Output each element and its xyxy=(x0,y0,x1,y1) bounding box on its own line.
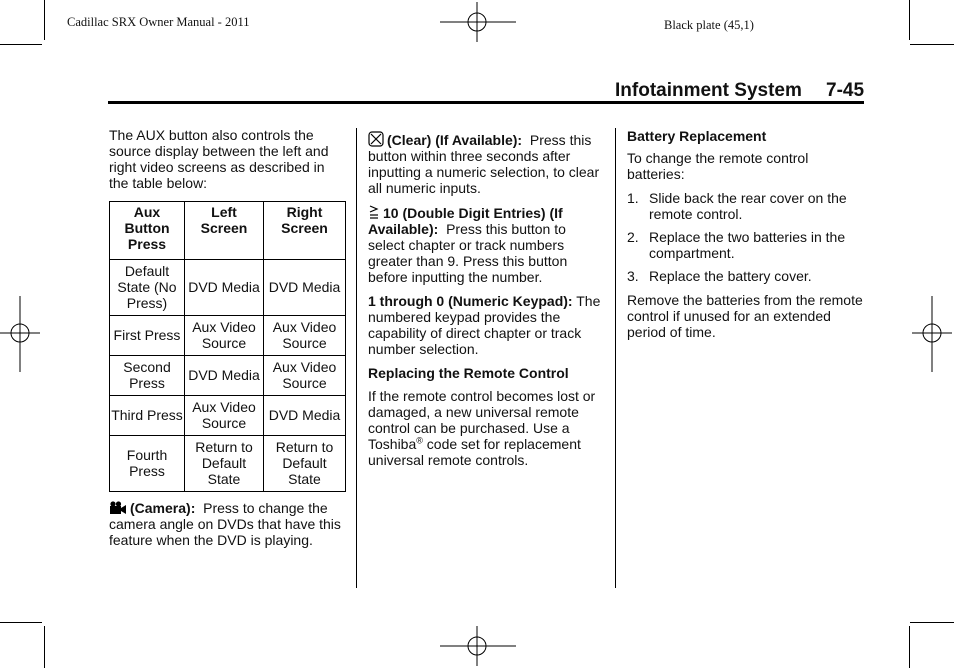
table-cell: DVD Media xyxy=(185,356,264,396)
list-item xyxy=(627,190,863,222)
column-divider xyxy=(356,128,357,588)
step-text: Replace the two batteries in the compartment. xyxy=(649,229,846,261)
table-cell: Aux Video Source xyxy=(264,356,346,396)
step-number: 3. xyxy=(627,268,639,284)
crop-mark xyxy=(910,622,954,623)
table-header-cell: Right Screen xyxy=(264,202,346,260)
replace-remote-text-end: code set for replacement universal remote controls. xyxy=(368,436,581,468)
numeric-keypad-label: 1 through 0 (Numeric Keypad): xyxy=(368,293,573,309)
table-cell: Return to Default State xyxy=(264,436,346,492)
replace-remote-text: If the remote control becomes lost or damaged, a new universal remote control can be purchased. Use a Toshiba xyxy=(368,388,596,452)
battery-note: Remove the batteries from the remote control if unused for an extended period of time. xyxy=(627,292,863,340)
page-number: 7-45 xyxy=(826,80,865,101)
table-cell: Second Press xyxy=(110,356,185,396)
crop-mark xyxy=(909,626,910,668)
double-digit-text: Press this button to select chapter or track numbers greater than 9. Press this button before inputting the number. xyxy=(368,221,568,285)
registration-mark-top xyxy=(440,2,516,42)
table-row xyxy=(110,396,346,436)
list-item xyxy=(627,229,863,261)
table-header-row xyxy=(110,202,346,260)
manual-title: Cadillac SRX Owner Manual - 2011 xyxy=(67,15,250,29)
clear-x-icon xyxy=(368,131,384,147)
table-cell: Aux Video Source xyxy=(264,316,346,356)
crop-mark xyxy=(44,626,45,668)
step-text: Slide back the rear cover on the remote control. xyxy=(649,190,847,222)
table-cell: DVD Media xyxy=(264,260,346,316)
table-cell: DVD Media xyxy=(185,260,264,316)
step-number: 1. xyxy=(627,190,639,206)
table-cell: Return to Default State xyxy=(185,436,264,492)
crop-mark xyxy=(0,44,42,45)
registration-mark-bottom xyxy=(440,626,516,666)
plate-label: Black plate (45,1) xyxy=(664,18,754,32)
crop-mark xyxy=(909,0,910,40)
camera-paragraph xyxy=(109,500,345,548)
crop-mark xyxy=(44,0,45,40)
header-rule xyxy=(108,101,864,104)
crop-mark xyxy=(0,622,42,623)
battery-steps-list xyxy=(627,190,863,284)
column-1 xyxy=(109,127,345,199)
aux-screen-table xyxy=(109,201,346,492)
table-cell: Third Press xyxy=(110,396,185,436)
table-header-cell: Left Screen xyxy=(185,202,264,260)
aux-intro-text: The AUX button also controls the source display between the left and right video screens as described in the table below: xyxy=(109,127,329,191)
registration-mark-right xyxy=(912,296,952,372)
double-digit-icon xyxy=(368,204,380,220)
column-divider xyxy=(615,128,616,588)
double-digit-label: 10 (Double Digit Entries) (If Available): xyxy=(368,205,563,237)
step-number: 2. xyxy=(627,229,639,245)
registered-mark: ® xyxy=(416,435,423,446)
section-title: Infotainment System xyxy=(615,80,802,101)
crop-mark xyxy=(910,44,954,45)
column-3 xyxy=(627,128,863,348)
battery-intro: To change the remote control batteries: xyxy=(627,150,809,182)
battery-heading: Battery Replacement xyxy=(627,128,767,144)
list-item xyxy=(627,268,863,284)
replace-remote-heading: Replacing the Remote Control xyxy=(368,365,569,381)
table-cell: First Press xyxy=(110,316,185,356)
numeric-keypad-text: The numbered keypad provides the capability of direct chapter or track number selection. xyxy=(368,293,601,357)
table-cell: Fourth Press xyxy=(110,436,185,492)
camera-icon xyxy=(109,501,127,515)
clear-label: (Clear) (If Available): xyxy=(387,132,523,148)
step-text: Replace the battery cover. xyxy=(649,268,812,284)
table-cell: Default State (No Press) xyxy=(110,260,185,316)
table-row xyxy=(110,260,346,316)
column-2 xyxy=(368,131,604,476)
table-cell: Aux Video Source xyxy=(185,396,264,436)
clear-text: Press this button within three seconds after inputting a numeric selection, to clear all numeric inputs. xyxy=(368,132,600,196)
table-row xyxy=(110,316,346,356)
table-cell: Aux Video Source xyxy=(185,316,264,356)
table-cell: DVD Media xyxy=(264,396,346,436)
table-row xyxy=(110,356,346,396)
camera-text: Press to change the camera angle on DVDs that have this feature when the DVD is playing. xyxy=(109,500,341,548)
table-header-cell: Aux Button Press xyxy=(110,202,185,260)
table-row xyxy=(110,436,346,492)
registration-mark-left xyxy=(0,296,40,372)
camera-label: (Camera): xyxy=(130,500,196,516)
